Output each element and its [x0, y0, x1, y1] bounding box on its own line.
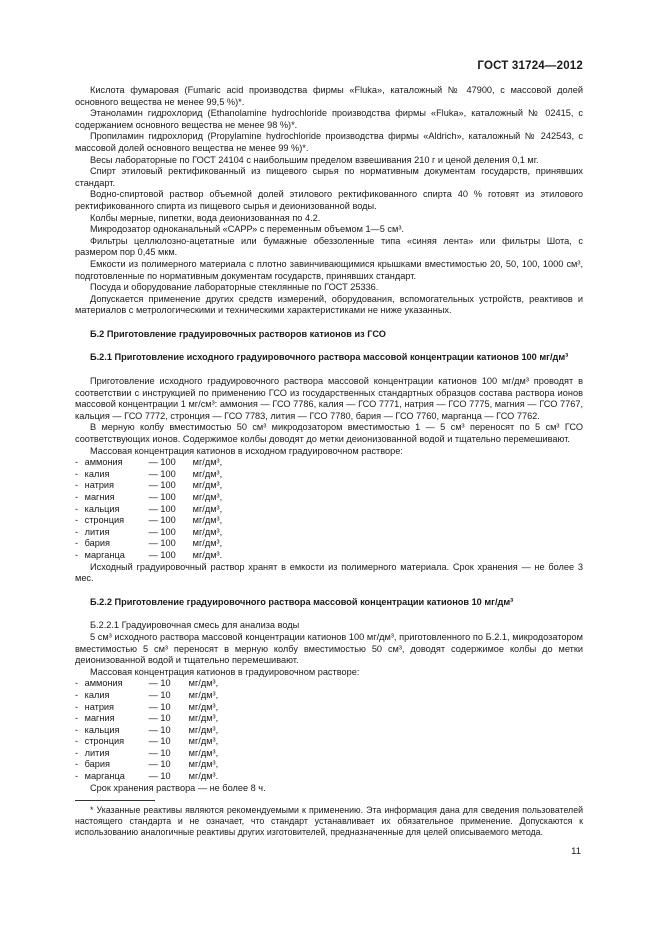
paragraph-fumaric-acid: Кислота фумаровая (Fumaric acid производства фирмы «Fluka», каталожный № 47900, с массовой долей основного вещества не менее 99,5 %)*.	[75, 85, 583, 107]
paragraph-ethanolamine: Этаноламин гидрохлорид (Ethanolamine hydrochloride производства фирмы «Fluka», каталожный № 02415, с содержанием основного вещества не менее 98 %)*.	[75, 108, 583, 130]
section-heading-b2: Б.2 Приготовление градуировочных растворов катионов из ГСО	[90, 328, 386, 339]
paragraph-b22-4: Срок хранения раствора — не более 8 ч.	[90, 782, 266, 793]
paragraph-filters: Фильтры целлюлозно-ацетатные или бумажные обеззоленные типа «синяя лента» или фильтры Шота, с размером пор 0,45 мкм.	[75, 235, 583, 258]
list-item: - аммония — 10 мг/дм³,	[75, 678, 219, 689]
list-item: - аммония — 100 мг/дм³,	[75, 457, 223, 468]
list-item: - кальция — 100 мг/дм³,	[75, 503, 223, 514]
paragraph-glassware: Посуда и оборудование лабораторные стеклянные по ГОСТ 25336.	[90, 282, 379, 293]
list-item: - бария — 100 мг/дм³,	[75, 538, 223, 549]
paragraph-flasks: Колбы мерные, пипетки, вода деионизованная по 4.2.	[90, 212, 321, 223]
document-body	[75, 85, 583, 838]
cation-list-10	[75, 678, 583, 782]
list-item: - натрия — 10 мг/дм³,	[75, 701, 219, 712]
paragraph-b21-3: Массовая концентрация катионов в исходном градуировочном растворе:	[90, 445, 403, 456]
paragraph-scales: Весы лабораторные по ГОСТ 24104 с наибольшим пределом взвешивания 210 г и ценой деления 0,1 мг.	[90, 154, 539, 165]
cation-list-100	[75, 457, 583, 561]
footnote-divider	[75, 800, 155, 801]
list-item: - марганца — 10 мг/дм³.	[75, 771, 219, 782]
document-header: ГОСТ 31724—2012	[477, 60, 583, 72]
paragraph-allowed: Допускается применение других средств измерений, оборудования, вспомогательных устройств, реактивов и материалов с метрологическими и техническими характеристиками не ниже указанных.	[75, 293, 583, 316]
section-heading-b21: Б.2.1 Приготовление исходного градуировочного раствора массовой концентрации катионов 100 мг/дм³	[90, 352, 569, 363]
paragraph-water-alcohol: Водно-спиртовой раствор объемной долей этилового ректификованного спирта 40 % готовят из этилового ректификованного спирта из пищевого сырья и деионизованной воды.	[75, 189, 583, 211]
paragraph-ethanol: Спирт этиловый ректификованный из пищевого сырья по нормативным документам государств, принявших стандарт.	[75, 166, 583, 188]
list-item: - стронция — 10 мг/дм³,	[75, 736, 219, 747]
list-item: - калия — 10 мг/дм³,	[75, 689, 219, 700]
list-item: - магния — 100 мг/дм³,	[75, 492, 223, 502]
paragraph-containers: Емкости из полимерного материала с плотно завинчивающимися крышками вместимостью 20, 50, 100, 1000 см³, подготовленные по нормативным документам государств, принявших стандарт.	[75, 258, 583, 281]
list-item: - магния — 10 мг/дм³,	[75, 713, 219, 724]
list-item: - лития — 100 мг/дм³,	[75, 526, 223, 537]
list-item: - стронция — 100 мг/дм³,	[75, 515, 223, 526]
paragraph-b21-4: Исходный градуировочный раствор хранят в емкости из полимерного материала. Срок хранения — не более 3 мес.	[75, 561, 583, 584]
paragraph-microdoser: Микродозатор одноканальный «САРР» с переменным объемом 1—5 см³.	[90, 224, 404, 235]
paragraph-propylamine: Пропиламин гидрохлорид (Propylamine hydrochloride производства фирмы «Aldrich», каталожный № 242543, с массовой долей основного вещества не менее 99 %)*.	[75, 131, 583, 153]
footnote: * Указанные реактивы являются рекомендуемыми к применению. Эта информация дана для сведения пользователей настоящего стандарта и не означает, что стандарт устанавливает их обязательное применение. Допускаются к использованию аналогичные реактивы других изготовителей, предназначенные для целей описываемого метода.	[75, 805, 583, 838]
list-item: - натрия — 100 мг/дм³,	[75, 480, 223, 491]
page-number: 11	[571, 846, 581, 857]
paragraph-b21-2: В мерную колбу вместимостью 50 см³ микродозатором вместимостью 1 — 5 см³ переносят по 5 см³ ГСО соответствующих ионов. Содержимое колбы доводят до метки деионизованной водой и тщательно перемешивают.	[75, 422, 583, 445]
list-item: - калия — 100 мг/дм³,	[75, 468, 223, 479]
list-item: - лития — 10 мг/дм³,	[75, 747, 219, 758]
paragraph-b22-2: 5 см³ исходного раствора массовой концентрации катионов 100 мг/дм³, приготовленного по Б.2.1, микродозатором вместимостью 5 см³ переносят в мерную колбу вместимостью 50 см³, доводят содержимое колбы до метки деионизованной водой и тщательно перемешивают.	[75, 631, 583, 666]
paragraph-b22-3: Массовая концентрация катионов в градуировочном растворе:	[90, 666, 360, 677]
section-heading-b22: Б.2.2 Приготовление градуировочного раствора массовой концентрации катионов 10 мг/дм³	[90, 596, 514, 607]
paragraph-b21-1: Приготовление исходного градуировочного раствора массовой концентрации катионов 100 мг/дм³ проводят в соответствии с инструкцией по применению ГСО из государственных стандартных образцов состава раствора ионов массовой концентрации 1 мг/см³: аммония — ГСО 7786, калия — ГСО 7771, натрия — ГСО 7775, магния — ГСО 7767, кальция — ГСО 7772, стронция — ГСО 7783, лития — ГСО 7780, бария — ГСО 7760, марганца — ГСО 7762.	[75, 376, 583, 421]
list-item: - марганца — 100 мг/дм³.	[75, 549, 223, 560]
list-item: - кальция — 10 мг/дм³,	[75, 724, 219, 735]
list-item: - бария — 10 мг/дм³,	[75, 759, 219, 770]
paragraph-b22-1: Б.2.2.1 Градуировочная смесь для анализа воды	[90, 620, 300, 631]
